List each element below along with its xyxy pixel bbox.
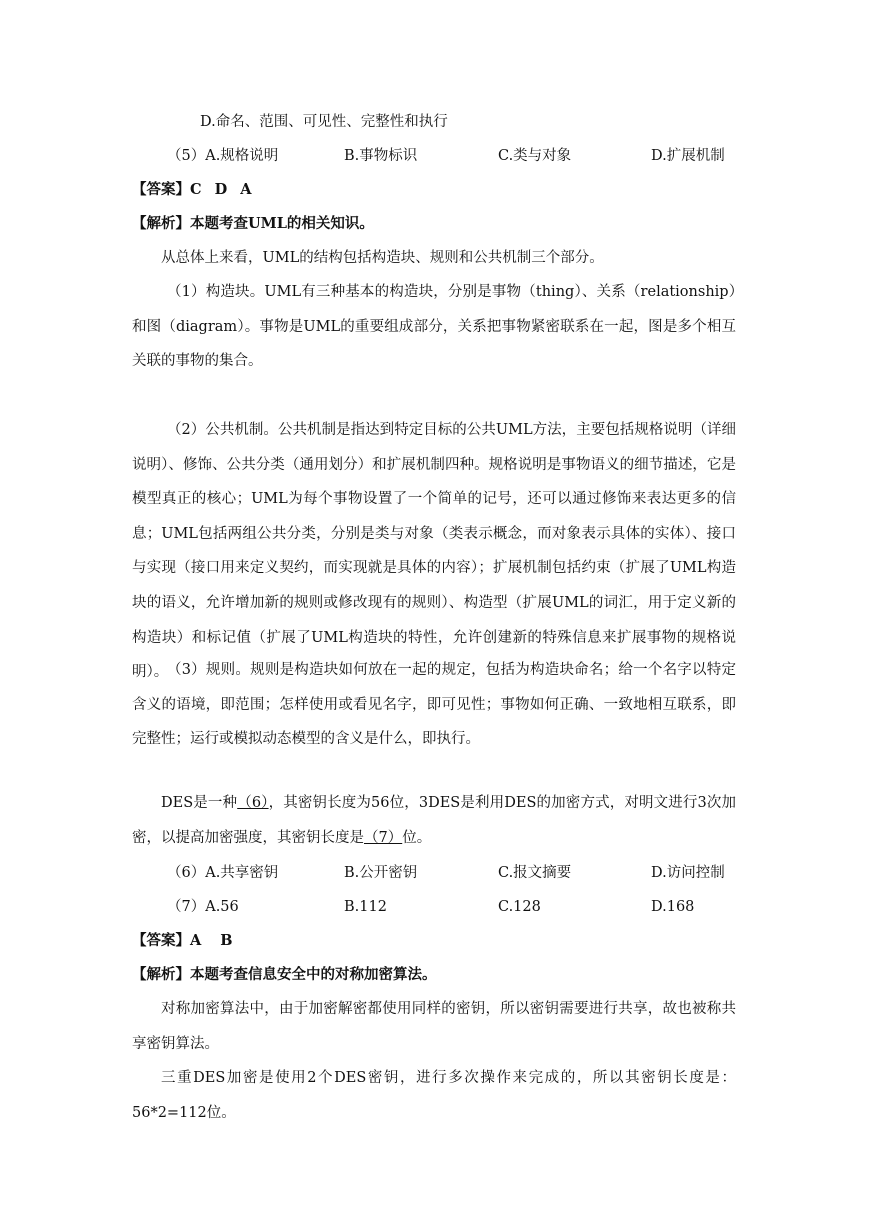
analysis-line-1 bbox=[132, 214, 869, 234]
answer-label: 【答案】 bbox=[132, 181, 190, 198]
answer-line-1 bbox=[132, 180, 869, 200]
analysis-line-2 bbox=[132, 965, 869, 985]
answer-label-2: 【答案】 bbox=[132, 932, 190, 949]
option-6-c: C.报文摘要 bbox=[498, 865, 572, 881]
option-7-b: B.112 bbox=[344, 899, 387, 915]
paragraph-rules: （3）规则。规则是构造块如何放在一起的规定，包括为构造块命名；给一个名字以特定含义的语境，即范围；怎样使用或看见名字，即可见性；事物如何正确、一致地相互联系，即完整性；运行或模拟动态模型的含义是什么，即执行。 bbox=[132, 662, 736, 748]
options-row-7 bbox=[0, 897, 869, 917]
option-5-d: D.扩展机制 bbox=[651, 148, 725, 164]
option-7-c: C.128 bbox=[498, 899, 541, 915]
option-5-b: B.事物标识 bbox=[344, 148, 418, 164]
option-5-c: C.类与对象 bbox=[498, 148, 572, 164]
paragraph-common-mechanisms: （2）公共机制。公共机制是指达到特定目标的公共UML方法，主要包括规格说明（详细说明）、修饰、公共分类（通用划分）和扩展机制四种。规格说明是事物语义的细节描述，它是模型真正的核心；UML为每个事物设置了一个简单的记号，还可以通过修饰来表达更多的信息；UML包括两组公共分类，分别是类与对象（类表示概念，而对象表示具体的实体）、接口与实现（接口用来定义契约，而实现就是具体的内容）；扩展机制包括约束（扩展了UML构造块的语义，允许增加新的规则或修改现有的规则）、构造型（扩展UML的词汇，用于定义新的构造块）和标记值（扩展了UML构造块的特性，允许创建新的特殊信息来扩展事物的规格说明）。 bbox=[132, 422, 736, 681]
option-d-line: D.命名、范围、可见性、完整性和执行 bbox=[200, 114, 448, 130]
stem-part-c: 位。 bbox=[402, 829, 432, 846]
analysis-value-2: 本题考查信息安全中的对称加密算法。 bbox=[190, 966, 437, 983]
option-6-b: B.公开密钥 bbox=[344, 865, 418, 881]
paragraph-building-blocks: （1）构造块。UML有三种基本的构造块，分别是事物（thing）、关系（relationship）和图（diagram）。事物是UML的重要组成部分，关系把事物紧密联系在一起，图是多个相互关联的事物的集合。 bbox=[132, 284, 736, 370]
analysis-value: 本题考查UML的相关知识。 bbox=[190, 215, 374, 232]
options-row-6 bbox=[0, 863, 869, 883]
answer-value-2: A B bbox=[190, 932, 233, 949]
option-6-a: （6）A.共享密钥 bbox=[167, 865, 279, 881]
option-5-a: （5）A.规格说明 bbox=[167, 148, 279, 164]
analysis-label-2: 【解析】 bbox=[132, 966, 190, 983]
blank-6: （6） bbox=[237, 795, 269, 811]
answer-line-2 bbox=[132, 931, 869, 951]
option-7-a: （7）A.56 bbox=[167, 899, 239, 915]
option-7-d: D.168 bbox=[651, 899, 695, 915]
answer-value: C D A bbox=[190, 181, 252, 198]
option-6-d: D.访问控制 bbox=[651, 865, 725, 881]
options-row-5 bbox=[0, 146, 869, 166]
stem-part-b: ，其密钥长度为56位，3DES是利用DES的加密方式，对明文进行3次加密，以提高加密强度，其密钥长度是 bbox=[132, 795, 737, 846]
paragraph-triple-des: 三重DES加密是使用2个DES密钥，进行多次操作来完成的，所以其密钥长度是：56*2=112位。 bbox=[132, 1070, 736, 1121]
question-stem bbox=[132, 786, 736, 855]
blank-7: （7） bbox=[364, 829, 403, 846]
paragraph-symmetric: 对称加密算法中，由于加密解密都使用同样的密钥，所以密钥需要进行共享，故也被称共享密钥算法。 bbox=[132, 1001, 736, 1052]
stem-part-a: DES是一种 bbox=[161, 795, 238, 811]
intro-paragraph: 从总体上来看，UML的结构包括构造块、规则和公共机制三个部分。 bbox=[161, 250, 604, 266]
analysis-label: 【解析】 bbox=[132, 215, 190, 232]
